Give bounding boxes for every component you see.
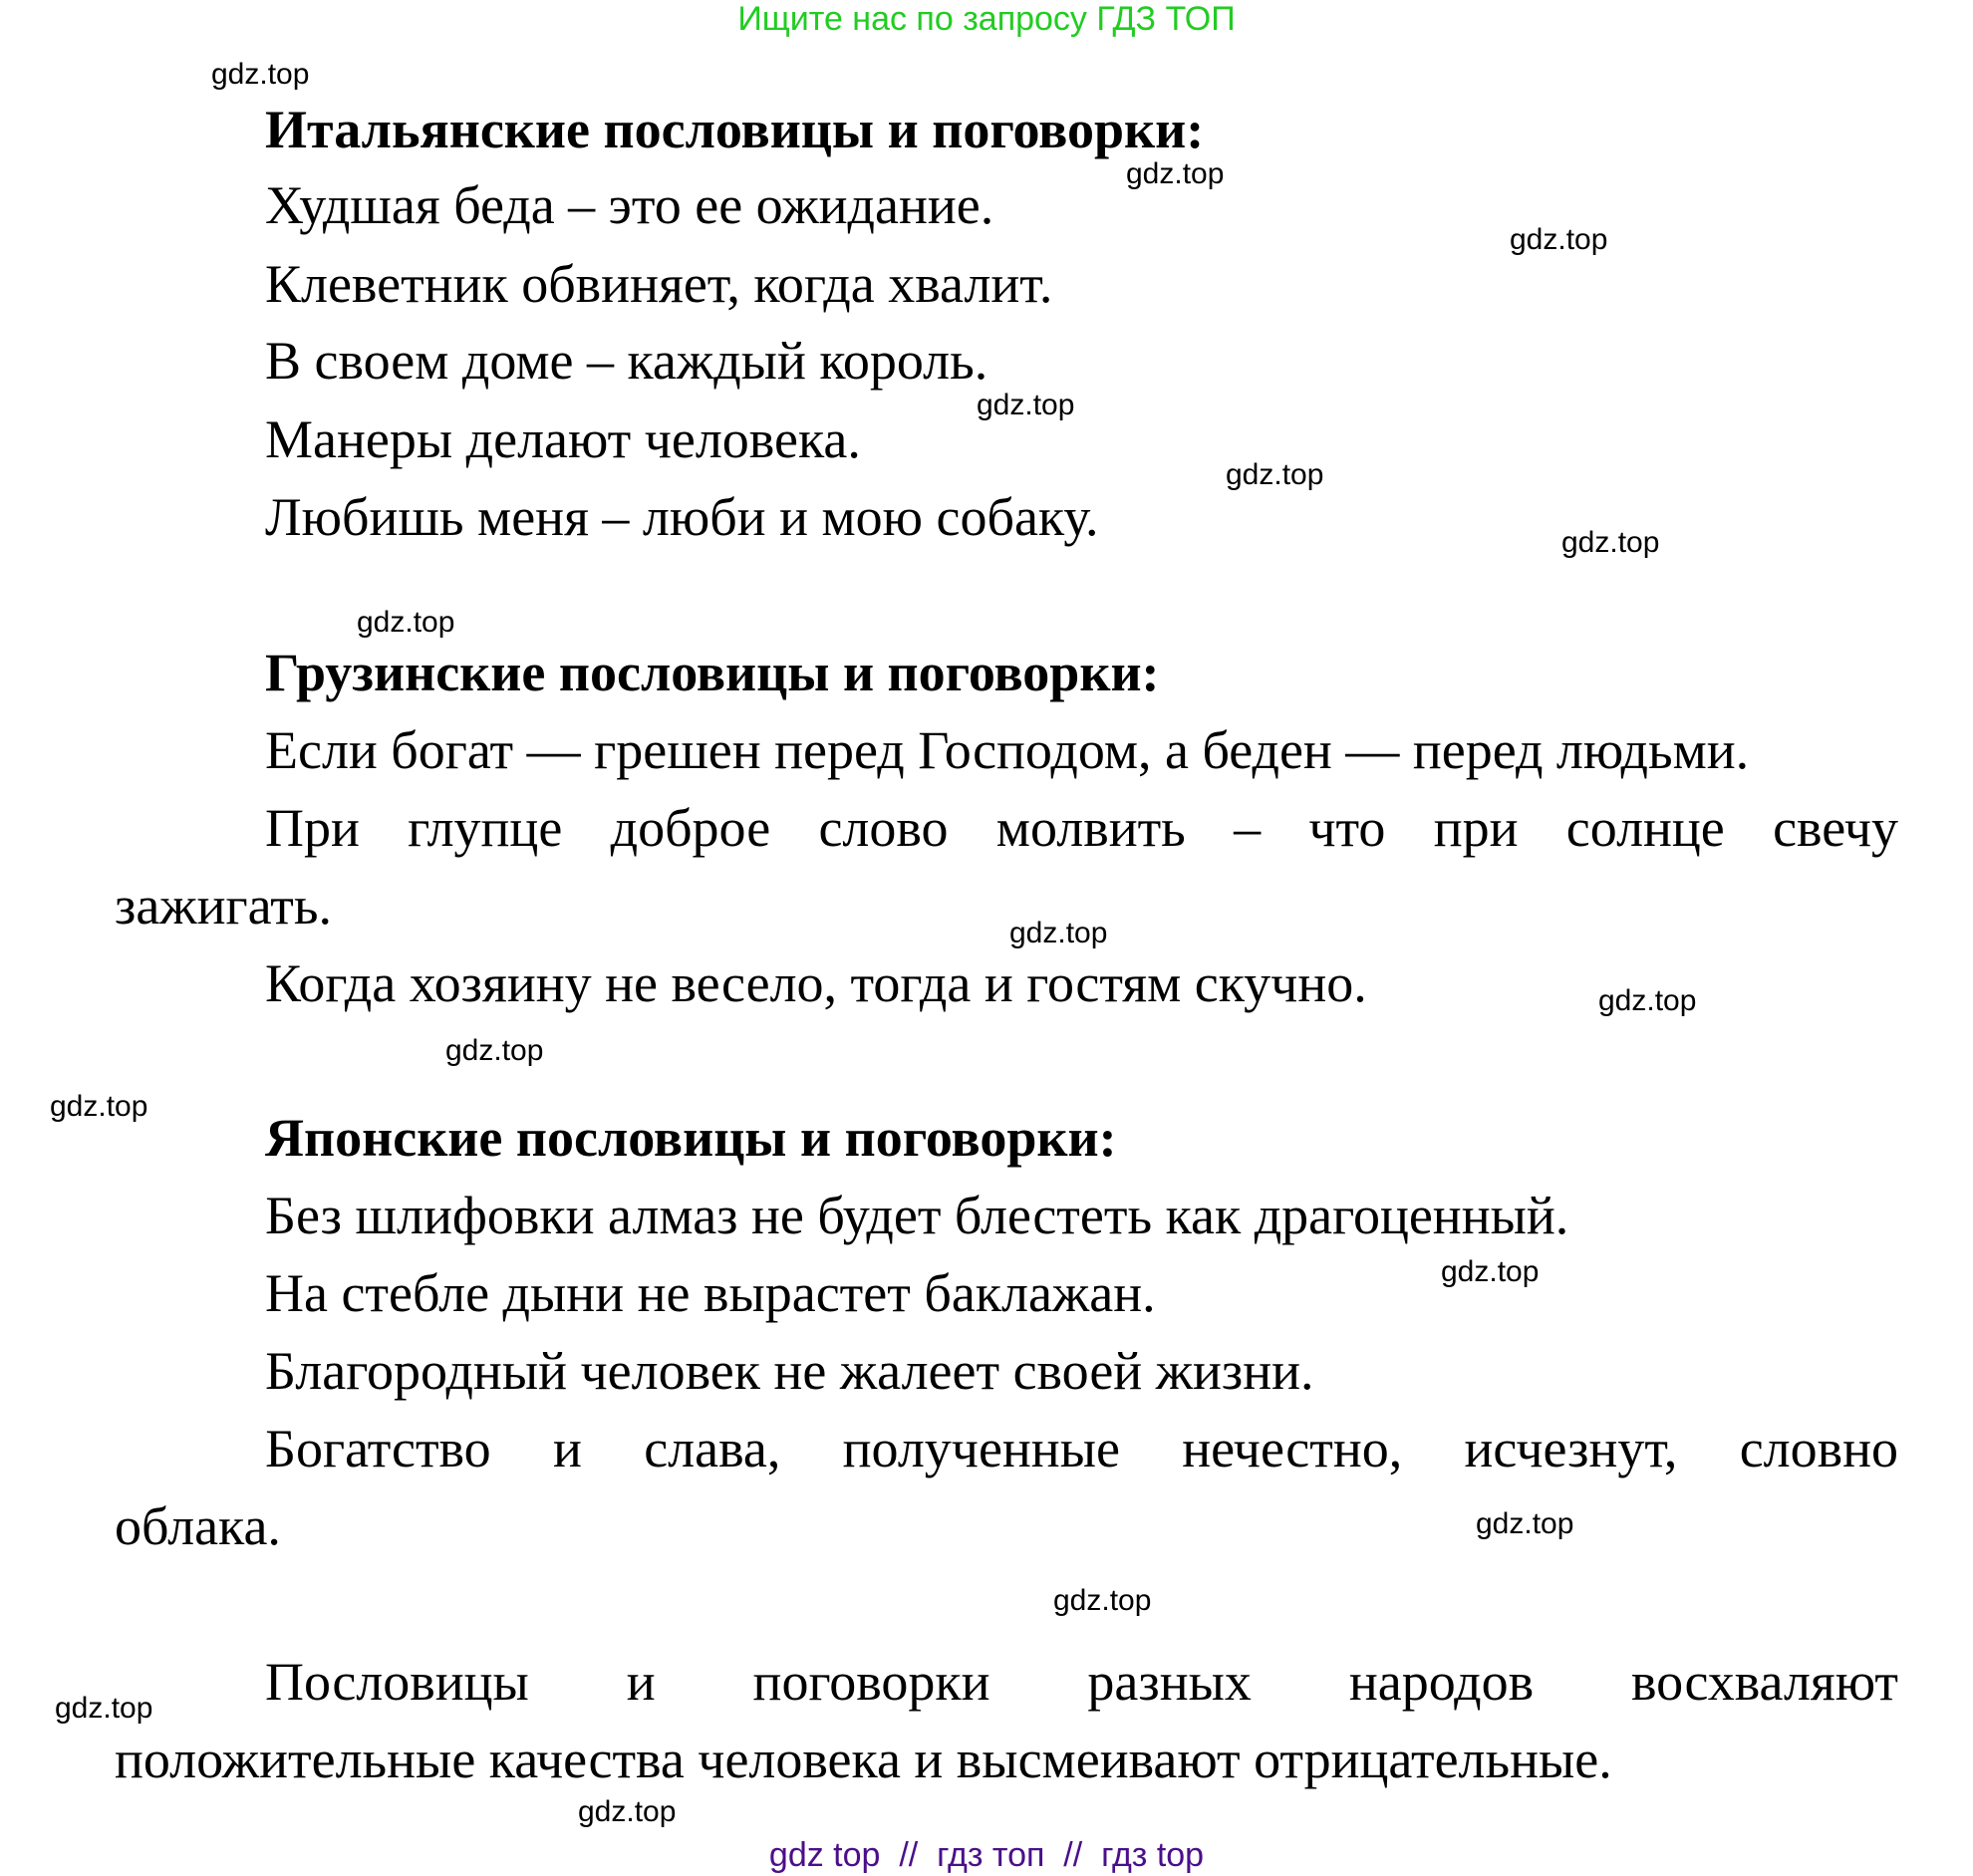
watermark: gdz.top xyxy=(1053,1584,1152,1617)
watermark: gdz.top xyxy=(1561,526,1660,559)
conclusion-line: Пословицы и поговорки разных народов восхваляют xyxy=(265,1652,1898,1712)
proverb-line: Богатство и слава, полученные нечестно, исчезнут, словно xyxy=(265,1419,1898,1478)
watermark: gdz.top xyxy=(1476,1507,1574,1540)
watermark: gdz.top xyxy=(357,606,455,639)
proverb-line: Худшая беда – это ее ожидание. xyxy=(265,175,994,235)
watermark: gdz.top xyxy=(1226,458,1324,491)
watermark: gdz.top xyxy=(1510,223,1608,256)
conclusion-line: положительные качества человека и высмеивают отрицательные. xyxy=(115,1730,1612,1789)
promo-header: Ищите нас по запросу ГДЗ ТОП xyxy=(737,0,1236,38)
section-heading-japanese: Японские пословицы и поговорки: xyxy=(265,1108,1117,1168)
watermark: gdz.top xyxy=(1126,157,1225,190)
proverb-line: При глупце доброе слово молвить – что при солнце свечу xyxy=(265,798,1898,858)
proverb-line: Когда хозяину не весело, тогда и гостям скучно. xyxy=(265,953,1367,1013)
watermark: gdz.top xyxy=(977,389,1075,421)
watermark: gdz.top xyxy=(578,1795,677,1828)
proverb-line: облака. xyxy=(115,1496,281,1556)
watermark: gdz.top xyxy=(1009,917,1108,949)
watermark: gdz.top xyxy=(1598,984,1697,1017)
watermark: gdz.top xyxy=(55,1692,153,1725)
watermark: gdz.top xyxy=(50,1090,148,1123)
proverb-line: зажигать. xyxy=(115,876,332,936)
footer-links: gdz top // гдз топ // гдз top xyxy=(768,1836,1205,1874)
proverb-line: На стебле дыни не вырастет баклажан. xyxy=(265,1263,1156,1323)
proverb-line: Клеветник обвиняет, когда хвалит. xyxy=(265,254,1053,314)
proverb-line: Если богат — грешен перед Господом, а беден — перед людьми. xyxy=(265,720,1750,780)
section-heading-georgian: Грузинские пословицы и поговорки: xyxy=(265,643,1160,702)
proverb-line: В своем доме – каждый король. xyxy=(265,331,988,391)
proverb-line: Без шлифовки алмаз не будет блестеть как драгоценный. xyxy=(265,1186,1569,1245)
watermark: gdz.top xyxy=(445,1034,544,1067)
proverb-line: Манеры делают человека. xyxy=(265,409,861,469)
watermark: gdz.top xyxy=(1441,1255,1540,1288)
watermark: gdz.top xyxy=(211,58,310,91)
proverb-line: Любишь меня – люби и мою собаку. xyxy=(265,487,1099,547)
section-heading-italian: Итальянские пословицы и поговорки: xyxy=(265,100,1205,159)
proverb-line: Благородный человек не жалеет своей жизни. xyxy=(265,1341,1314,1401)
